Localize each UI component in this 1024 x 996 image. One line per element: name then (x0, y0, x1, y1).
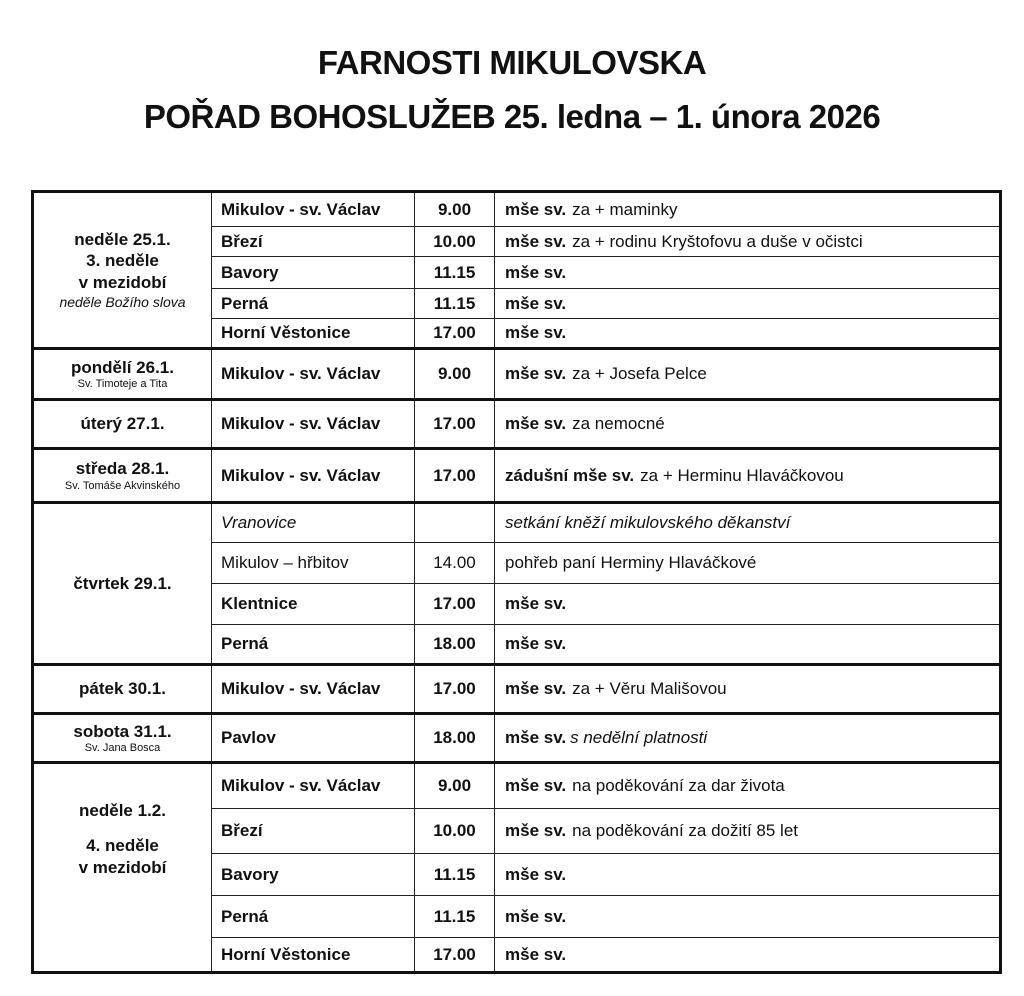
intention-text: za nemocné (572, 414, 665, 433)
service-label: mše sv. (505, 414, 567, 433)
service-label: mše sv. (505, 728, 567, 747)
service-label: pohřeb paní Herminy Hlaváčkové (505, 553, 757, 572)
place-cell: Perná (212, 289, 415, 319)
service-label: mše sv. (505, 821, 567, 840)
liturgical-week: 3. neděle (86, 251, 159, 271)
time-cell: 11.15 (415, 896, 495, 938)
service-label: mše sv. (505, 634, 567, 653)
day-group (33, 192, 1001, 349)
day-group (33, 714, 1001, 763)
time-cell: 9.00 (415, 763, 495, 809)
service-label: mše sv. (505, 906, 567, 926)
time-cell: 17.00 (415, 449, 495, 503)
description-cell (495, 349, 1001, 400)
place-cell: Horní Věstonice (212, 938, 415, 973)
description-cell (495, 400, 1001, 449)
time-cell: 11.15 (415, 289, 495, 319)
day-note: neděle Božího slova (59, 293, 186, 310)
day-group (33, 503, 1001, 665)
day-cell (33, 665, 212, 714)
service-label: mše sv. (505, 199, 567, 219)
intention-text: za + rodinu Kryštofovu a duše v očistci (572, 231, 863, 251)
time-cell: 10.00 (415, 809, 495, 854)
description-cell (495, 625, 1001, 665)
time-cell: 9.00 (415, 349, 495, 400)
page-subtitle: POŘAD BOHOSLUŽEB 25. ledna – 1. února 2026 (143, 98, 881, 135)
place-cell: Mikulov - sv. Václav (212, 449, 415, 503)
service-label: setkání kněží mikulovského děkanství (505, 513, 791, 532)
table-row (33, 665, 1001, 714)
service-label: zádušní mše sv. (505, 465, 635, 485)
time-cell: 18.00 (415, 625, 495, 665)
service-label: mše sv. (505, 231, 567, 251)
intention-text: na poděkování za dožití 85 let (572, 821, 799, 840)
service-label: mše sv. (505, 323, 567, 342)
description-cell (495, 896, 1001, 938)
place-cell: Mikulov – hřbitov (212, 543, 415, 584)
table-row (33, 192, 1001, 227)
place-cell: Březí (212, 809, 415, 854)
liturgical-season: v mezidobí (78, 857, 167, 877)
saint-feast: Sv. Timoteje a Tita (77, 378, 168, 391)
place-cell: Perná (212, 896, 415, 938)
intention-text: za + Josefa Pelce (572, 364, 707, 383)
day-cell (33, 714, 212, 763)
page-title: FARNOSTI MIKULOVSKA (317, 44, 707, 81)
intention-text: za + maminky (572, 199, 678, 219)
place-cell: Březí (212, 227, 415, 257)
day-cell (33, 763, 212, 973)
service-label: mše sv. (505, 293, 567, 313)
description-cell (495, 854, 1001, 896)
time-cell: 17.00 (415, 400, 495, 449)
place-cell: Horní Věstonice (212, 319, 415, 349)
day-label: neděle 25.1. (74, 230, 171, 250)
place-cell: Bavory (212, 257, 415, 289)
time-cell: 18.00 (415, 714, 495, 763)
description-cell (495, 763, 1001, 809)
service-label: mše sv. (505, 776, 567, 795)
place-cell: Perná (212, 625, 415, 665)
time-cell: 14.00 (415, 543, 495, 584)
service-label: mše sv. (505, 679, 567, 698)
day-label: pátek 30.1. (79, 679, 166, 699)
time-cell: 17.00 (415, 584, 495, 625)
intention-text: s nedělní platnosti (570, 728, 708, 747)
time-cell: 17.00 (415, 938, 495, 973)
day-label: neděle 1.2. (79, 801, 166, 820)
description-cell (495, 938, 1001, 973)
day-group (33, 665, 1001, 714)
place-cell: Mikulov - sv. Václav (212, 763, 415, 809)
description-cell (495, 543, 1001, 584)
description-cell (495, 257, 1001, 289)
service-label: mše sv. (505, 864, 567, 884)
time-cell: 17.00 (415, 665, 495, 714)
service-label: mše sv. (505, 944, 567, 964)
description-cell (495, 289, 1001, 319)
time-cell: 11.15 (415, 257, 495, 289)
day-cell (33, 449, 212, 503)
place-cell: Pavlov (212, 714, 415, 763)
day-cell (33, 192, 212, 349)
day-group (33, 400, 1001, 449)
description-cell (495, 192, 1001, 227)
service-label: mše sv. (505, 364, 567, 383)
description-cell (495, 227, 1001, 257)
time-cell: 9.00 (415, 192, 495, 227)
day-label: středa 28.1. (75, 459, 170, 479)
description-cell (495, 714, 1001, 763)
description-cell (495, 809, 1001, 854)
time-cell: 11.15 (415, 854, 495, 896)
table-row (33, 349, 1001, 400)
place-cell: Mikulov - sv. Václav (212, 349, 415, 400)
place-cell: Mikulov - sv. Václav (212, 400, 415, 449)
description-cell (495, 503, 1001, 543)
table-row (33, 763, 1001, 809)
day-cell (33, 349, 212, 400)
table-row (33, 400, 1001, 449)
place-cell: Mikulov - sv. Václav (212, 665, 415, 714)
saint-feast: Sv. Tomáše Akvinského (64, 479, 181, 492)
day-group (33, 763, 1001, 973)
place-cell: Vranovice (212, 503, 415, 543)
place-cell: Klentnice (212, 584, 415, 625)
intention-text: za + Herminu Hlaváčkovou (640, 465, 844, 485)
day-cell (33, 400, 212, 449)
day-group (33, 349, 1001, 400)
intention-text: za + Věru Mališovou (572, 679, 727, 698)
service-label: mše sv. (505, 262, 567, 282)
day-cell (33, 503, 212, 665)
table-row (33, 503, 1001, 543)
saint-feast: Sv. Jana Bosca (84, 742, 161, 755)
service-label: mše sv. (505, 594, 567, 613)
description-cell (495, 449, 1001, 503)
place-cell: Bavory (212, 854, 415, 896)
place-cell: Mikulov - sv. Václav (212, 192, 415, 227)
liturgical-week: 4. neděle (86, 836, 159, 856)
day-label: pondělí 26.1. (71, 357, 174, 377)
day-group (33, 449, 1001, 503)
intention-text: na poděkování za dar života (572, 776, 785, 795)
schedule-table (31, 190, 1002, 974)
description-cell (495, 584, 1001, 625)
description-cell (495, 665, 1001, 714)
day-label: čtvrtek 29.1. (73, 573, 172, 593)
day-label: sobota 31.1. (73, 721, 172, 741)
time-cell: 17.00 (415, 319, 495, 349)
liturgical-season: v mezidobí (78, 272, 167, 292)
time-cell: 10.00 (415, 227, 495, 257)
time-cell (415, 503, 495, 543)
description-cell (495, 319, 1001, 349)
day-label: úterý 27.1. (80, 414, 165, 434)
table-row (33, 714, 1001, 763)
table-row (33, 449, 1001, 503)
